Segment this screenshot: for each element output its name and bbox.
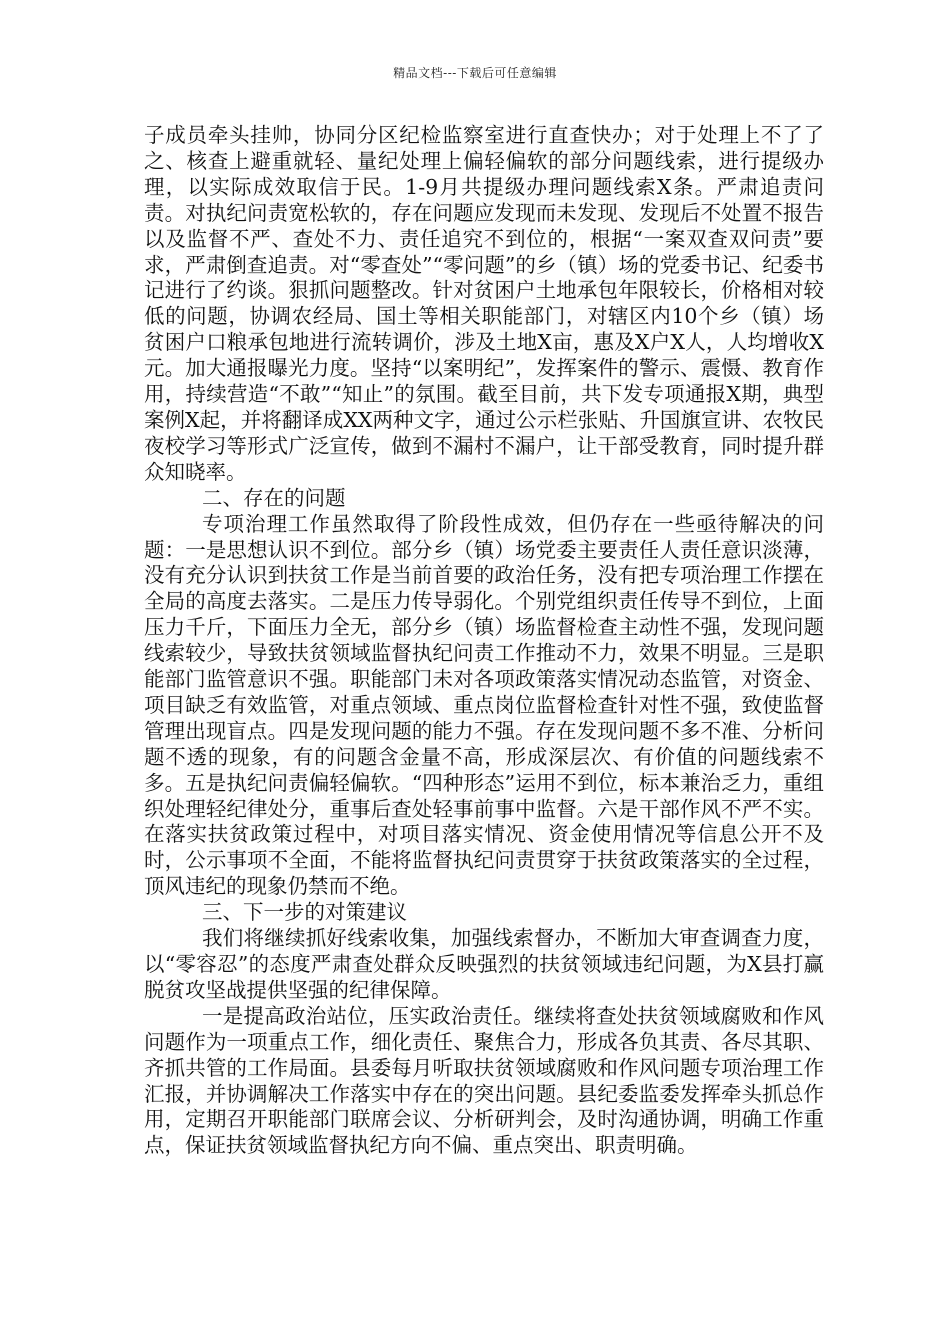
document-body bbox=[144, 123, 824, 1159]
paragraph-next-steps-one: 一是提高政治站位，压实政治责任。继续将查处扶贫领域腐败和作风问题作为一项重点工作，细化责任、聚焦合力，形成各负其责、各尽其职、齐抓共管的工作局面。县委每月听取扶贫领域腐败和作风问题专项治理工作汇报，并协调解决工作落实中存在的突出问题。县纪委监委发挥牵头抓总作用，定期召开职能部门联席会议、分析研判会，及时沟通协调，明确工作重点，保证扶贫领域监督执纪方向不偏、重点突出、职责明确。 bbox=[144, 1003, 824, 1158]
section-heading-next-steps: 三、下一步的对策建议 bbox=[202, 900, 407, 925]
paragraph-continuation: 子成员牵头挂帅，协同分区纪检监察室进行直查快办；对于处理上不了了之、核查上避重就轻、量纪处理上偏轻偏软的部分问题线索，进行提级办理，以实际成效取信于民。1-9月共提级办理问题线索X条。严肃追责问责。对执纪问责宽松软的，存在问题应发现而未发现、发现后不处置不报告以及监督不严、查处不力、责任追究不到位的，根据“一案双查双问责”要求，严肃倒查追责。对“零查处”“零问题”的乡（镇）场的党委书记、纪委书记进行了约谈。狠抓问题整改。针对贫困户土地承包年限较长，价格相对较低的问题，协调农经局、国土等相关职能部门，对辖区内10个乡（镇）场贫困户口粮承包地进行流转调价，涉及土地X亩，惠及X户X人，人均增收X元。加大通报曝光力度。坚持“以案明纪”，发挥案件的警示、震慑、教育作用，持续营造“不敢”“知止”的氛围。截至目前，共下发专项通报X期，典型案例X起，并将翻译成XX两种文字，通过公示栏张贴、升国旗宣讲、农牧民夜校学习等形式广泛宣传，做到不漏村不漏户，让干部受教育，同时提升群众知晓率。 bbox=[144, 123, 824, 484]
paragraph-problems: 专项治理工作虽然取得了阶段性成效，但仍存在一些亟待解决的问题：一是思想认识不到位。部分乡（镇）场党委主要责任人责任意识淡薄，没有充分认识到扶贫工作是当前首要的政治任务，没有把专项治理工作摆在全局的高度去落实。二是压力传导弱化。个别党组织责任传导不到位，上面压力千斤，下面压力全无，部分乡（镇）场监督检查主动性不强，发现问题线索较少，导致扶贫领域监督执纪问责工作推动不力，效果不明显。三是职能部门监管意识不强。职能部门未对各项政策落实情况动态监管，对资金、项目缺乏有效监管，对重点领域、重点岗位监督检查针对性不强，致使监督管理出现盲点。四是发现问题的能力不强。存在发现问题不多不准、分析问题不透的现象，有的问题含金量不高，形成深层次、有价值的问题线索不多。五是执纪问责偏轻偏软。“四种形态”运用不到位，标本兼治乏力，重组织处理轻纪律处分，重事后查处轻事前事中监督。六是干部作风不严不实。在落实扶贫政策过程中，对项目落实情况、资金使用情况等信息公开不及时，公示事项不全面，不能将监督执纪问责贯穿于扶贫政策落实的全过程，顶风违纪的现象仍禁而不绝。 bbox=[144, 511, 824, 899]
paragraph-next-steps-intro: 我们将继续抓好线索收集，加强线索督办，不断加大审查调查力度，以“零容忍”的态度严肃查处群众反映强烈的扶贫领域违纪问题，为X县打赢脱贫攻坚战提供坚强的纪律保障。 bbox=[144, 926, 824, 1002]
page-header: 精品文档---下载后可任意编辑 bbox=[393, 66, 557, 80]
section-heading-problems: 二、存在的问题 bbox=[202, 485, 346, 510]
